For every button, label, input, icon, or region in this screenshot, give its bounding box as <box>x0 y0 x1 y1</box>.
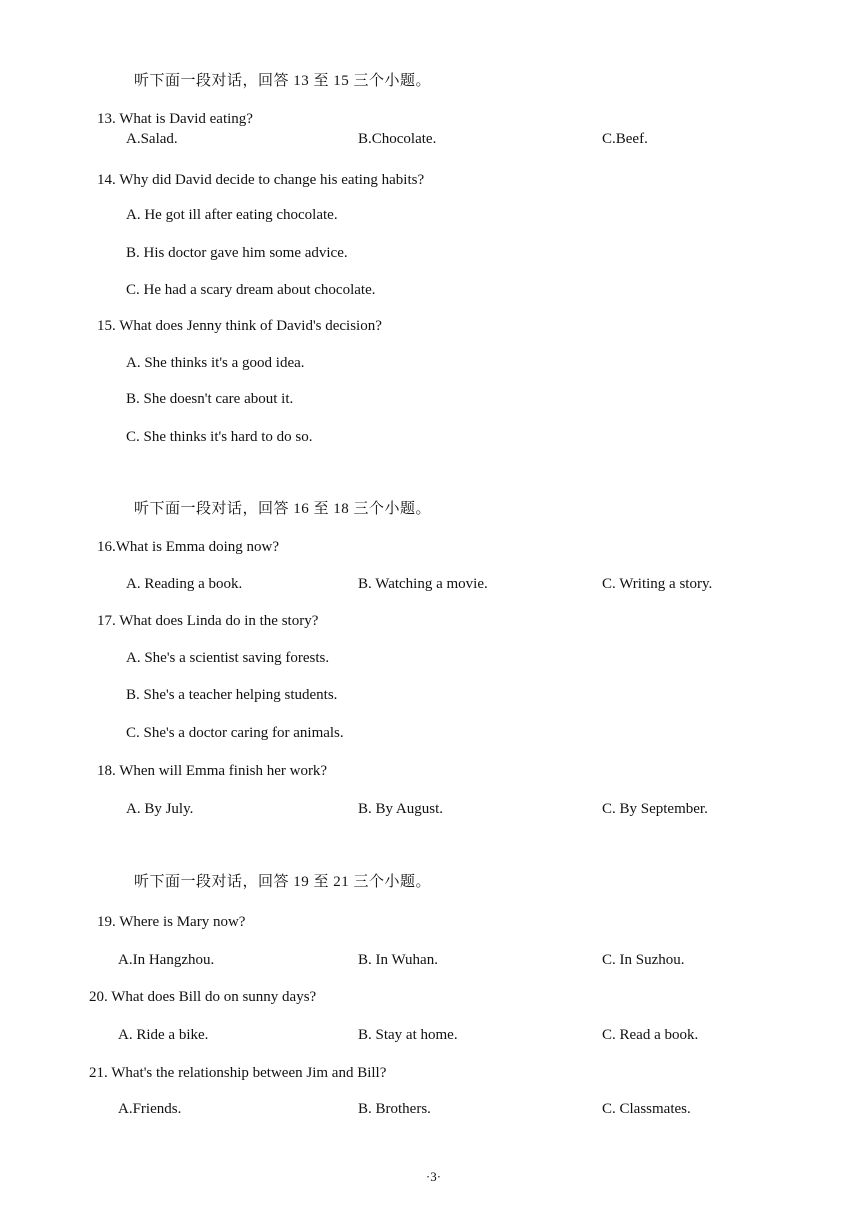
question-stem: 17. What does Linda do in the story? <box>97 613 319 629</box>
option-b: B. Watching a movie. <box>358 576 488 592</box>
question-stem: 19. Where is Mary now? <box>97 914 246 930</box>
option-b: B. His doctor gave him some advice. <box>126 245 348 261</box>
option-b: B. She's a teacher helping students. <box>126 687 338 703</box>
page-number: ·3· <box>425 1169 442 1184</box>
option-b: B. Brothers. <box>358 1101 431 1117</box>
option-c: C. He had a scary dream about chocolate. <box>126 282 376 298</box>
option-a: A. Reading a book. <box>126 576 243 592</box>
option-c: C. Read a book. <box>602 1027 699 1043</box>
option-c: C. She thinks it's hard to do so. <box>126 429 313 445</box>
option-a: A. Ride a bike. <box>118 1027 209 1043</box>
option-c: C. By September. <box>602 801 708 817</box>
option-b: B. She doesn't care about it. <box>126 391 294 407</box>
question-stem: 15. What does Jenny think of David's decision? <box>97 318 382 334</box>
option-a: A.In Hangzhou. <box>118 952 215 968</box>
option-c: C. In Suzhou. <box>602 952 685 968</box>
option-b: B. By August. <box>358 801 444 817</box>
option-a: A. She thinks it's a good idea. <box>126 355 305 371</box>
question-stem: 16.What is Emma doing now? <box>97 539 280 555</box>
option-c: C. Writing a story. <box>602 576 713 592</box>
option-a: A.Friends. <box>118 1101 182 1117</box>
question-stem: 14. Why did David decide to change his eating habits? <box>97 172 425 188</box>
question-stem: 18. When will Emma finish her work? <box>97 763 328 779</box>
option-a: A.Salad. <box>126 131 178 147</box>
option-a: A. He got ill after eating chocolate. <box>126 207 338 223</box>
section-header: 听下面一段对话，回答 13 至 15 三个小题。 <box>134 73 432 89</box>
question-stem: 13. What is David eating? <box>97 111 253 127</box>
option-c: C. She's a doctor caring for animals. <box>126 725 344 741</box>
option-b: B. In Wuhan. <box>358 952 438 968</box>
question-stem: 20. What does Bill do on sunny days? <box>89 989 317 1005</box>
option-b: B.Chocolate. <box>358 131 437 147</box>
section-header: 听下面一段对话，回答 16 至 18 三个小题。 <box>134 501 432 517</box>
option-c: C. Classmates. <box>602 1101 691 1117</box>
option-c: C.Beef. <box>602 131 648 147</box>
section-header: 听下面一段对话，回答 19 至 21 三个小题。 <box>134 874 432 890</box>
question-stem: 21. What's the relationship between Jim and Bill? <box>89 1065 387 1081</box>
option-a: A. By July. <box>126 801 194 817</box>
option-a: A. She's a scientist saving forests. <box>126 650 330 666</box>
option-b: B. Stay at home. <box>358 1027 458 1043</box>
